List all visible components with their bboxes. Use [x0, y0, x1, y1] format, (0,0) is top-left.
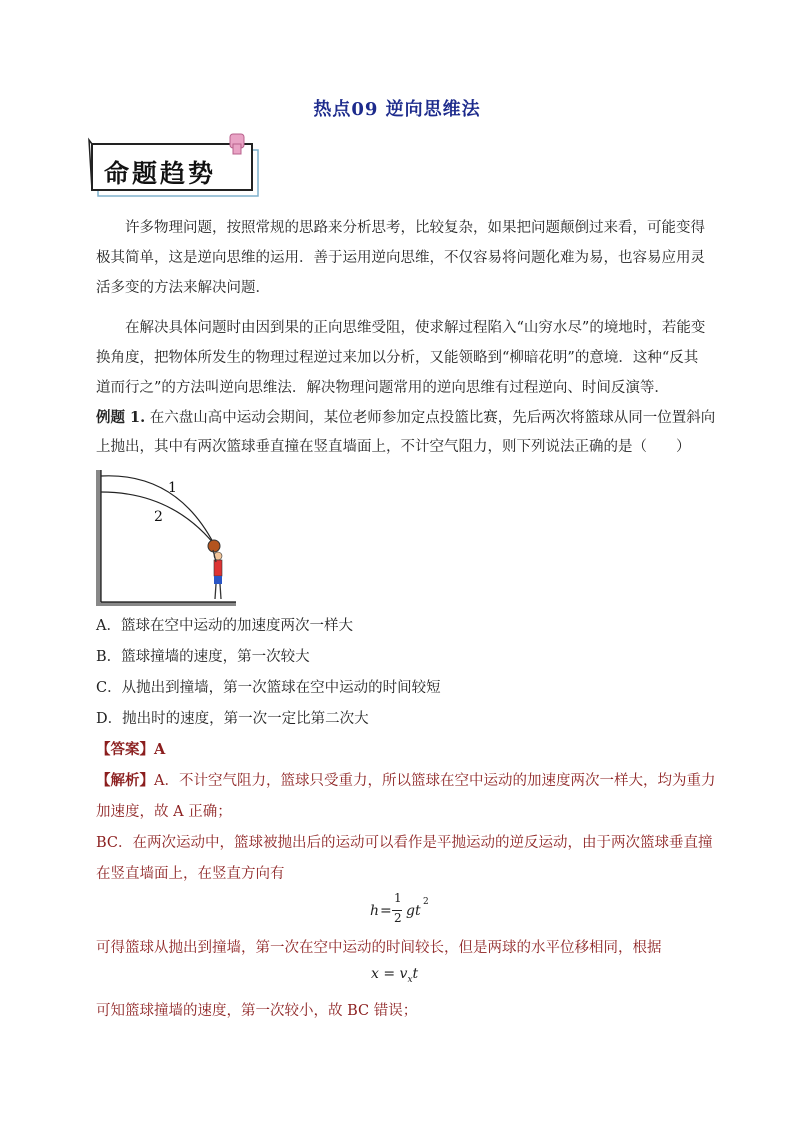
- example-text-1: 在六盘山高中运动会期间，某位老师参加定点投篮比赛，先后两次将篮球从同一位置斜向: [149, 410, 716, 426]
- analysis-bc-line-2: 在竖直墙面上，在竖直方向有: [96, 866, 285, 882]
- page-title: 热点09 逆向思维法: [313, 99, 481, 120]
- example-line-2: 上抛出，其中有两次篮球垂直撞在竖直墙面上，不计空气阻力，则下列说法正确的是（ ）: [96, 439, 691, 455]
- option-a: A．篮球在空中运动的加速度两次一样大: [96, 618, 353, 634]
- formula-horizontal: [371, 966, 431, 990]
- answer-value: A: [154, 741, 166, 758]
- basketball-figure: [96, 466, 276, 608]
- analysis-a-line-1: [96, 769, 716, 793]
- formula-height: [370, 893, 450, 933]
- basketball-icon: [208, 540, 220, 552]
- analysis-a-line-2: 加速度，故 A 正确；: [96, 804, 232, 820]
- analysis-bc-line-3: 可得篮球从抛出到撞墙，第一次在空中运动的时间较长，但是两球的水平位移相同，根据: [96, 940, 662, 956]
- banner-label: 命题趋势: [104, 159, 217, 188]
- trajectory-diagram: [96, 466, 276, 608]
- analysis-bc-line-1: BC．在两次运动中，篮球被抛出后的运动可以看作是平抛运动的逆反运动，由于两次篮球垂直撞: [96, 835, 713, 851]
- formula2-sub: x: [407, 974, 413, 985]
- section-banner: [88, 132, 263, 202]
- formula1-denominator: 2: [394, 911, 402, 925]
- trajectory-label-1: 1: [168, 480, 177, 496]
- formula1-eq: =: [380, 903, 392, 919]
- formula2-lhs: x = v: [371, 966, 408, 982]
- intro-paragraph-1: 许多物理问题，按照常规的思路来分析思考，比较复杂，如果把问题颠倒过来看，可能变得极其简单，这是逆向思维的运用．善于运用逆向思维，不仅容易将问题化难为易，也容易应用灵活多变的方法来解决问题．: [96, 220, 705, 296]
- example-label: 例题 1.: [96, 409, 146, 426]
- formula1-rhs: gt: [406, 903, 421, 919]
- formula1-lhs: h: [370, 903, 380, 919]
- example-line-1: [96, 406, 716, 430]
- option-d: D．抛出时的速度，第一次一定比第二次大: [96, 711, 369, 727]
- formula2-rhs: t: [412, 966, 419, 982]
- intro-paragraph-2: 在解决具体问题时由因到果的正向思维受阻，使求解过程陷入“山穷水尽”的境地时，若能变换角度，把物体所发生的物理过程逆过来加以分析，又能领略到“柳暗花明”的意境．这种“反其道而行之”的方法叫逆向思维法．解决物理问题常用的逆向思维有过程逆向、时间反演等．: [96, 320, 706, 396]
- formula1-numerator: 1: [394, 891, 402, 905]
- option-c: C．从抛出到撞墙，第一次篮球在空中运动的时间较短: [96, 680, 441, 696]
- analysis-a-text-1: A．不计空气阻力，篮球只受重力，所以篮球在空中运动的加速度两次一样大，均为重力: [154, 773, 716, 789]
- formula1-exponent: 2: [423, 897, 429, 907]
- trajectory-label-2: 2: [154, 509, 163, 525]
- option-b: B．篮球撞墙的速度，第一次较大: [96, 649, 310, 665]
- analysis-tag: 【解析】: [96, 772, 154, 789]
- analysis-bc-line-4: 可知篮球撞墙的速度，第一次较小，故 BC 错误；: [96, 1003, 418, 1019]
- answer-line: [96, 738, 716, 762]
- answer-tag: 【答案】: [96, 741, 154, 758]
